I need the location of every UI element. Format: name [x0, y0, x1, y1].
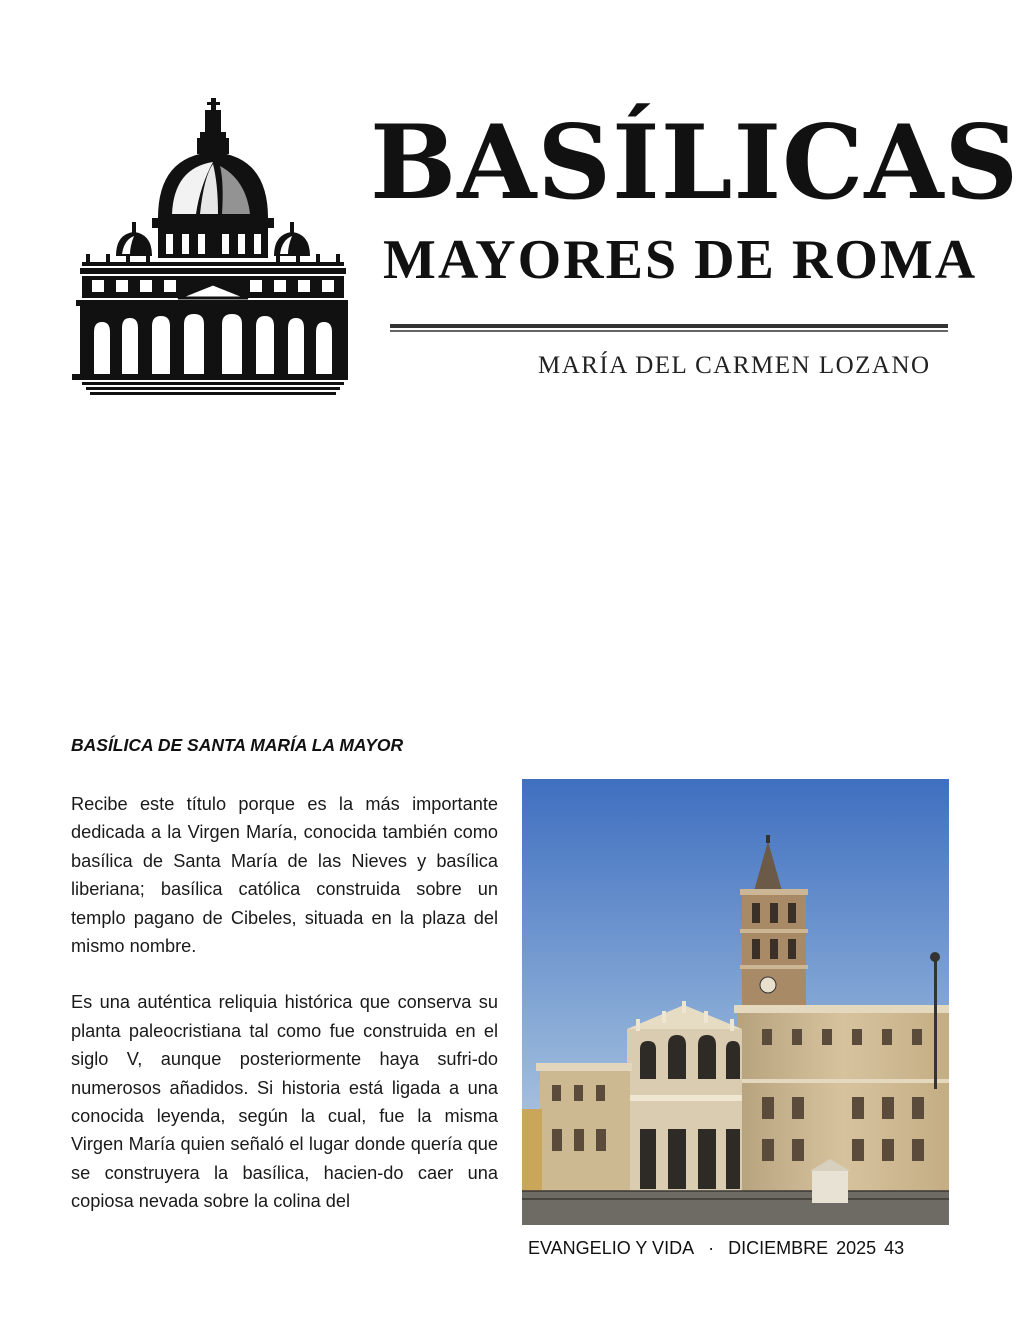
- basilica-photo-illustration: [522, 779, 949, 1225]
- title-rule-line-thick: [390, 324, 948, 328]
- article-body: [71, 790, 498, 1244]
- basilica-photo: [522, 779, 949, 1225]
- footer-month: DICIEMBRE: [728, 1238, 829, 1258]
- basilica-dome-icon: [72, 96, 352, 400]
- title-subtitle: MAYORES DE ROMA: [383, 229, 978, 291]
- article-paragraph-2: Es una auténtica reliquia histórica que conserva su planta paleocristiana tal como fue construida en el siglo V, aunque posteriormente haya sufri-do numerosos añadidos. Si historia está ligada a una conocida leyenda, según la cual, fue la misma Virgen María quien señaló el lugar donde quería que se construyera la basílica, hacien-do caer una copiosa nevada sobre la colina del: [71, 992, 498, 1212]
- title-rule-line-thin: [390, 330, 948, 332]
- footer-separator: ·: [708, 1238, 715, 1258]
- footer-year: 2025: [836, 1238, 877, 1258]
- footer-page-number: 43: [884, 1238, 905, 1258]
- basilica-logo: [72, 96, 352, 400]
- footer-publication: EVANGELIO Y VIDA: [528, 1238, 695, 1258]
- title-rule: [390, 324, 948, 332]
- article-paragraph-1: Recibe este título porque es la más importante dedicada a la Virgen María, conocida también como basílica de Santa María de las Nieves y basílica liberiana; basílica católica construida sobre un templo pagano de Cibeles, situada en la plaza del mismo nombre.: [71, 794, 498, 957]
- section-heading: BASÍLICA DE SANTA MARÍA LA MAYOR: [71, 735, 404, 755]
- page-footer: [528, 1238, 958, 1259]
- title-main: BASÍLICAS: [370, 103, 1020, 223]
- author-name: MARÍA DEL CARMEN LOZANO: [538, 352, 931, 379]
